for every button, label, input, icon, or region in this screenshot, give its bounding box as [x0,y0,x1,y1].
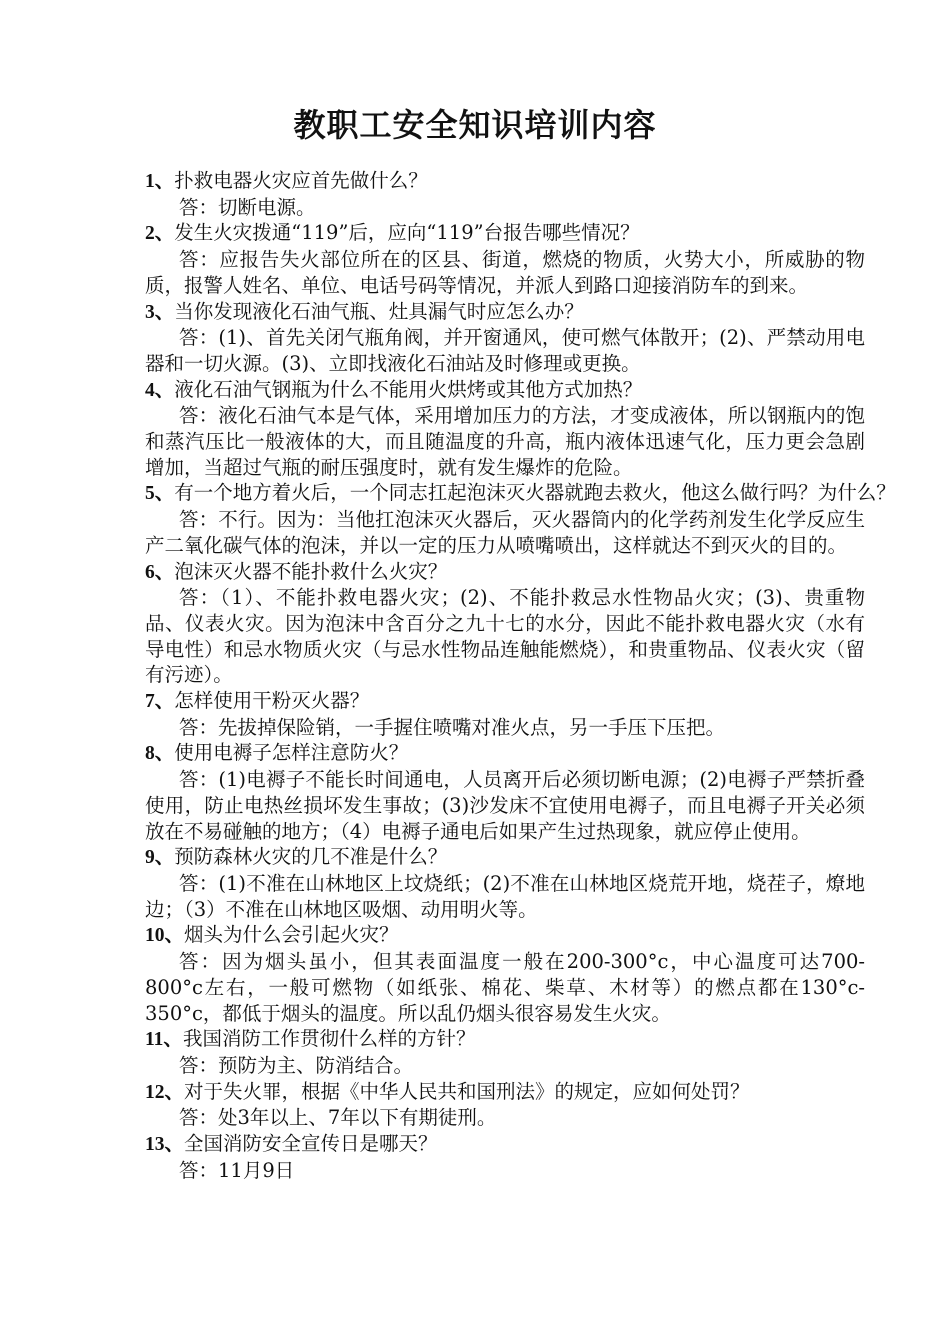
question-number: 5、 [145,483,175,505]
answer-text: 答：不行。因为：当他扛泡沫灭火器后，灭火器筒内的化学药剂发生化学反应生产二氧化碳气体的泡沫，并以一定的压力从喷嘴喷出，这样就达不到灭火的目的。 [145,508,865,557]
answer-text: 答：(1)电褥子不能长时间通电，人员离开后必须切断电源；(2)电褥子严禁折叠使用，防止电热丝损坏发生事故；(3)沙发床不宜使用电褥子，而且电褥子开关必须放在不易碰触的地方；（4）电褥子通电后如果产生过热现象，就应停止使用。 [145,768,865,843]
question [145,1026,865,1053]
question-text: 预防森林火灾的几不准是什么？ [174,845,448,869]
answer-text: 答：（1）、不能扑救电器火灾；(2)、不能扑救忌水性物品火灾；(3)、贵重物品、仪表火灾。因为泡沫中含百分之九十七的水分，因此不能扑救电器火灾（水有导电性）和忌水物质火灾（与忌水性物品连触能燃烧），和贵重物品、仪表火灾（留有污迹）。 [145,586,865,687]
question [145,922,865,949]
question-number: 9、 [145,847,175,869]
answer-text: 答：液化石油气本是气体，采用增加压力的方法，才变成液体，所以钢瓶内的饱和蒸汽压比一般液体的大，而且随温度的升高，瓶内液体迅速气化，压力更会急剧增加，当超过气瓶的耐压强度时，就有发生爆炸的危险。 [145,404,865,479]
question-number: 4、 [145,379,175,401]
question-number: 3、 [145,301,175,323]
question-text: 扑救电器火灾应首先做什么？ [174,169,428,192]
question-text: 有一个地方着火后，一个同志扛起泡沫灭火器就跑去救火，他这么做行吗？为什么？ [174,481,896,505]
question-number: 1、 [145,171,175,192]
question-number: 2、 [145,223,175,245]
question-number: 6、 [145,561,175,583]
question [145,220,865,247]
question-text: 液化石油气钢瓶为什么不能用火烘烤或其他方式加热？ [174,377,643,401]
question [145,688,865,715]
answer-text: 答：切断电源。 [179,195,316,219]
question-text: 当你发现液化石油气瓶、灶具漏气时应怎么办？ [174,299,584,323]
question-number: 13、 [145,1134,185,1156]
question-number: 8、 [145,743,175,765]
document-title: 教职工安全知识培训内容 [293,106,657,144]
question-number: 7、 [145,691,175,713]
question-text: 我国消防工作贯彻什么样的方针？ [182,1027,476,1051]
question [145,1079,865,1106]
question [145,740,865,767]
question-number: 10、 [145,925,185,947]
answer-text: 答：因为烟头虽小，但其表面温度一般在200-300°c，中心温度可达700-800°c左右，一般可燃物（如纸张、棉花、柴草、木材等）的燃点都在130°c-350°c，都低于烟头的温度。所以乱仍烟头很容易发生火灾。 [145,950,865,1025]
question [145,377,865,404]
answer-text: 答：应报告失火部位所在的区县、街道，燃烧的物质，火势大小，所威胁的物质，报警人姓名、单位、电话号码等情况，并派人到路口迎接消防车的到来。 [145,248,865,297]
question [145,844,865,871]
question-number: 12、 [145,1081,185,1103]
question-text: 泡沫灭火器不能扑救什么火灾？ [174,559,448,583]
qa-list [145,168,896,1183]
question [145,1131,865,1158]
answer-text: 答：(1)不准在山林地区上坟烧纸；(2)不准在山林地区烧荒开地，烧茬子，燎地边；（3）不准在山林地区吸烟、动用明火等。 [145,871,865,921]
question-text: 烟头为什么会引起火灾？ [184,923,399,947]
answer-text: 答：(1)、首先关闭气瓶角阀，并开窗通风，使可燃气体散开；(2)、严禁动用电器和一切火源。(3)、立即找液化石油站及时修理或更换。 [145,326,865,375]
answer-text: 答：先拔掉保险销，一手握住喷嘴对准火点，另一手压下压把。 [179,715,726,739]
answer-text: 答：处3年以上、7年以下有期徒刑。 [179,1106,497,1130]
question-text: 使用电褥子怎样注意防火？ [174,741,409,765]
answer-text: 答：预防为主、防消结合。 [179,1053,414,1077]
question [145,299,865,326]
answer-text: 答：11月9日 [179,1158,295,1182]
question-text: 全国消防安全宣传日是哪天？ [184,1132,438,1156]
question-text: 对于失火罪，根据《中华人民共和国刑法》的规定，应如何处罚？ [184,1079,750,1103]
question [145,559,865,586]
question-number: 11、 [145,1029,183,1051]
question [145,168,865,195]
question-text: 发生火灾拨通“119”后，应向“119”台报告哪些情况？ [174,221,640,245]
question [145,480,896,507]
question-text: 怎样使用干粉灭火器？ [174,689,370,713]
